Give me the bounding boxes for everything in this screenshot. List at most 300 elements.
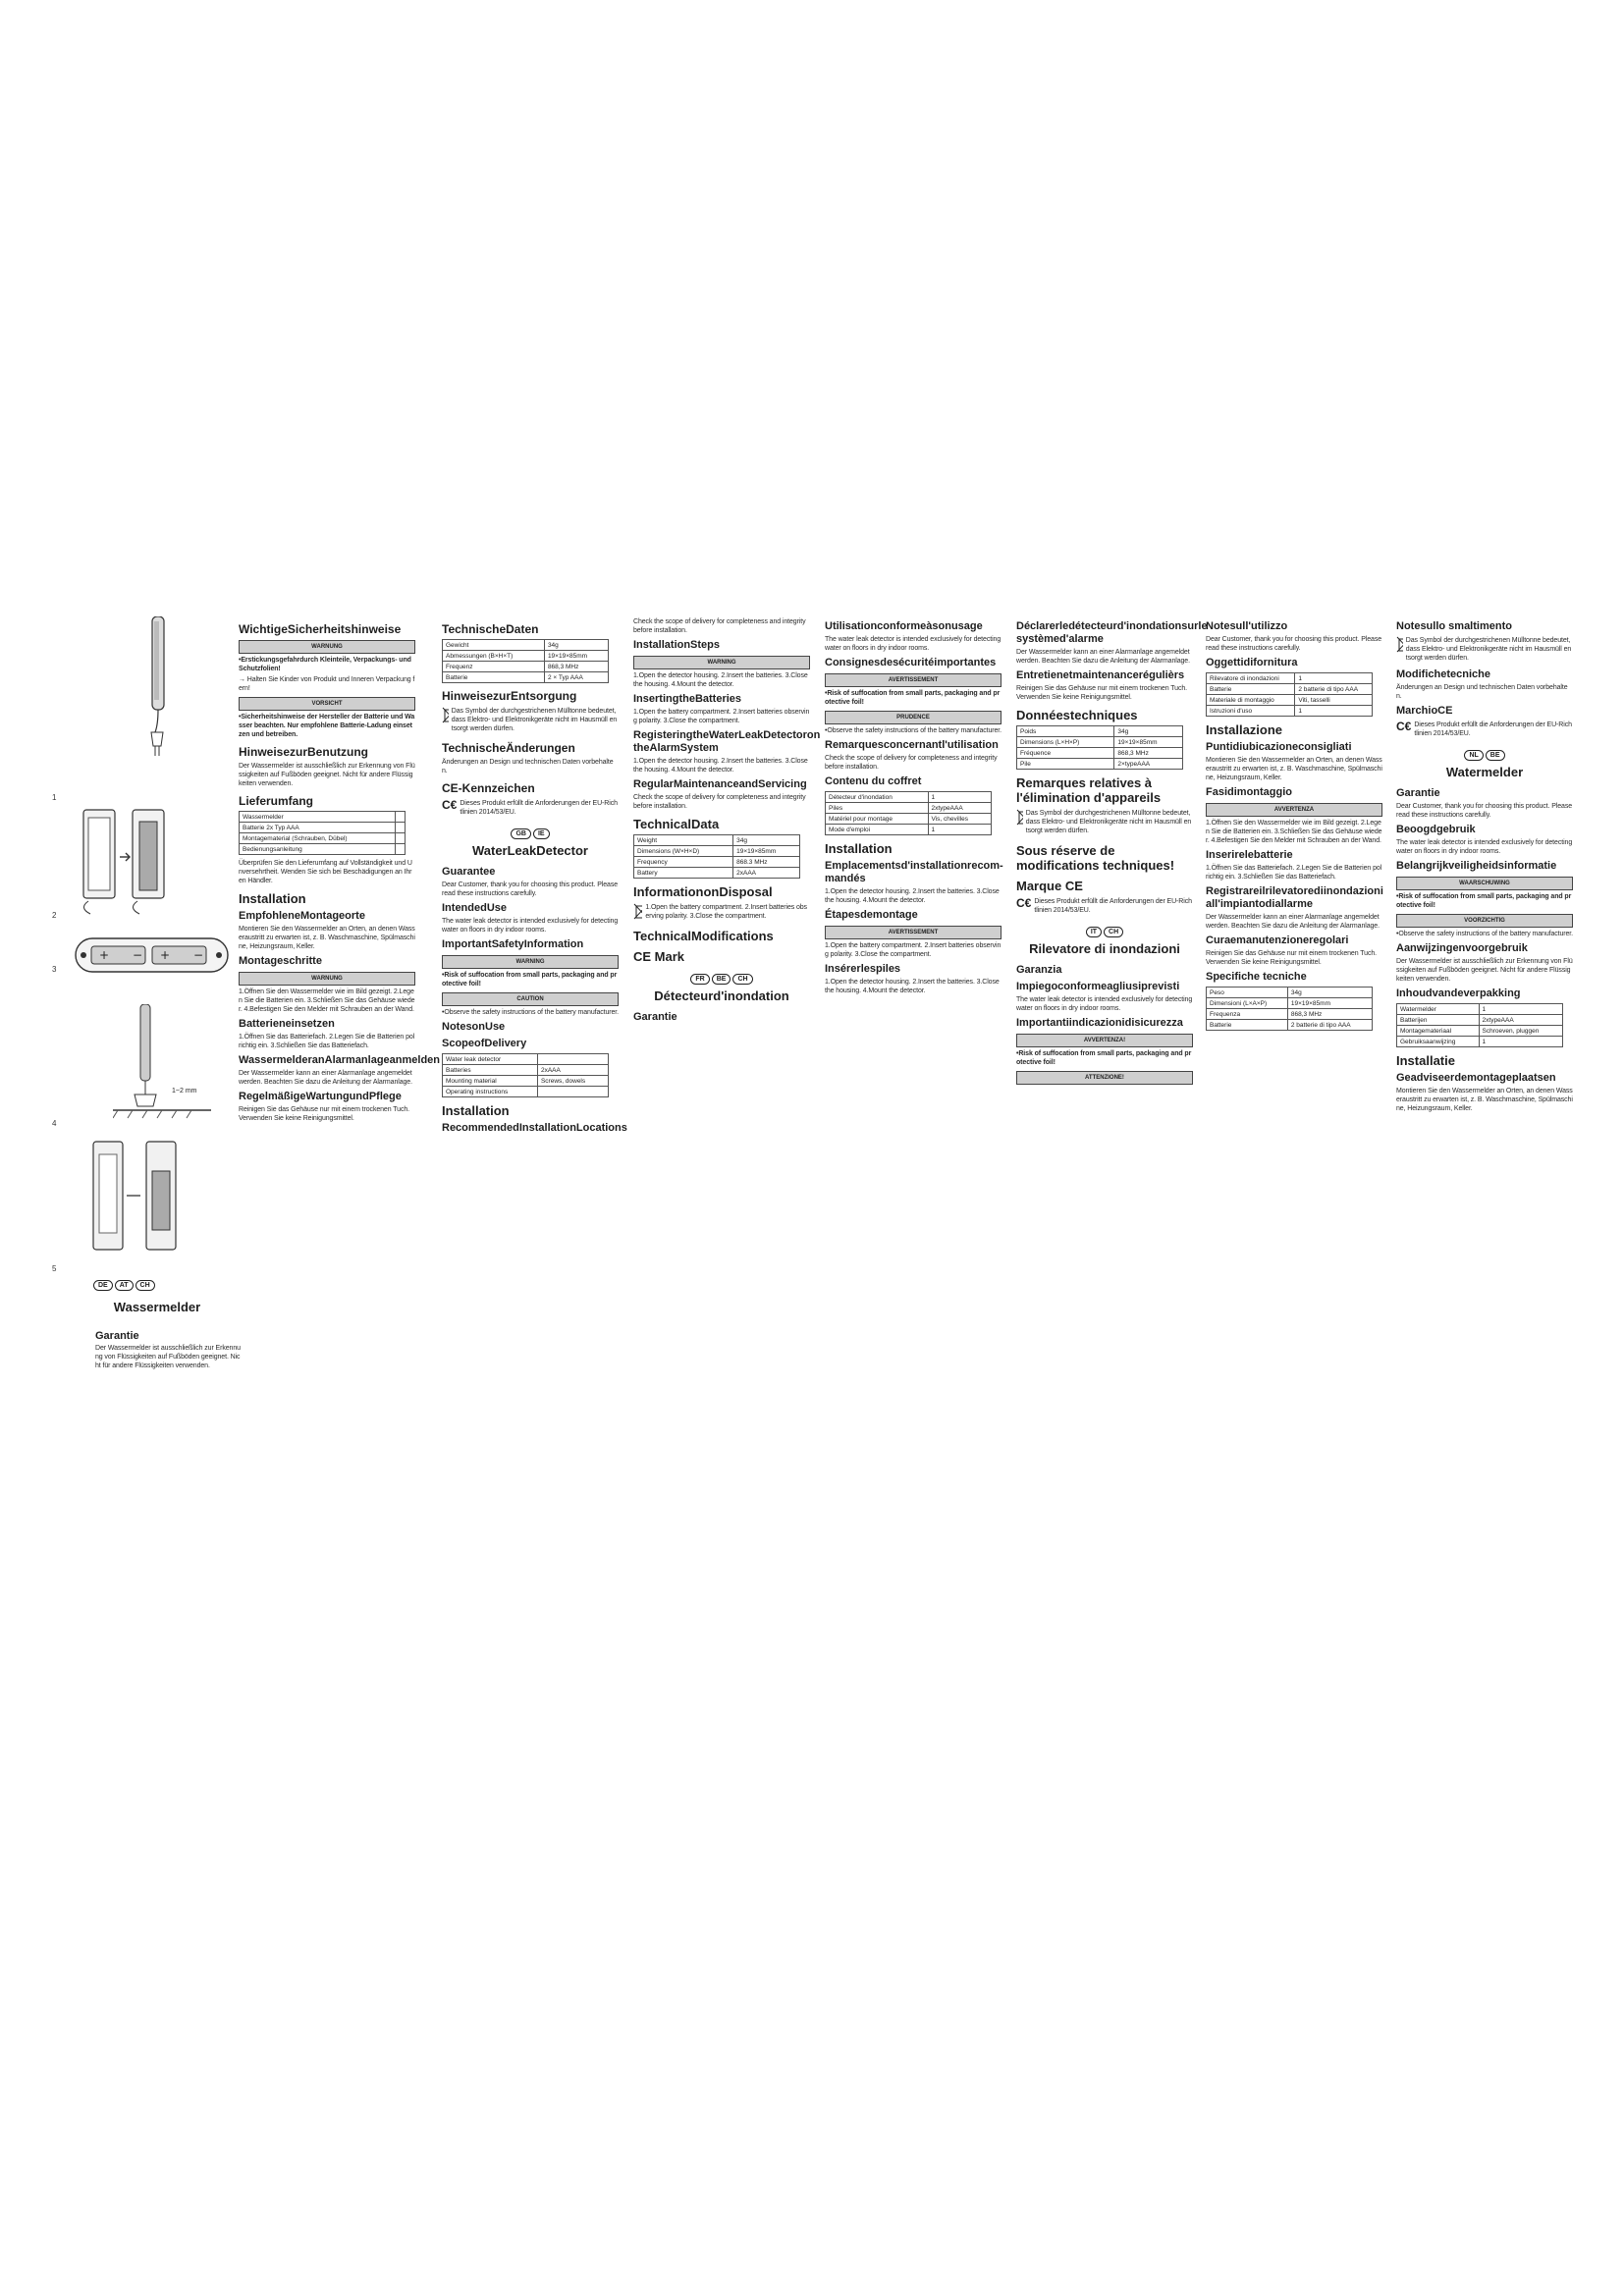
table-cell: 2 batterie di tipo AAA — [1295, 684, 1373, 695]
table-row — [1397, 1004, 1563, 1015]
subsection-heading: WassermelderanAlarmanlageanmelden — [239, 1054, 441, 1066]
section-heading: Remarquesconcernantl'utilisation — [825, 739, 999, 751]
table-cell: 1 — [928, 792, 992, 803]
table-row — [826, 814, 992, 825]
table-cell: Batterijen — [1397, 1015, 1480, 1026]
body-text: Änderungen an Design und technischen Daten vorbehalten. — [442, 759, 614, 774]
flag-at: AT — [115, 1280, 134, 1291]
table-cell: 19×19×85mm — [733, 846, 800, 857]
column-7 — [1396, 616, 1573, 1115]
section-heading: IntendedUse — [442, 902, 508, 914]
section-heading: TechnischeDaten — [442, 622, 539, 636]
section-heading: Oggettidifornitura — [1206, 657, 1298, 668]
figure-label: 2 — [52, 911, 57, 920]
country-flags — [633, 974, 810, 985]
section-heading: Garantie — [95, 1330, 139, 1342]
table-row — [240, 812, 406, 823]
section-heading: Installation — [442, 1103, 510, 1118]
table-row — [1207, 695, 1373, 706]
table-cell: 34g — [733, 835, 800, 846]
table-cell: 868.3 MHz — [733, 857, 800, 868]
body-text: Montieren Sie den Wassermelder an Orten, an denen Wasseraustritt zu erwarten ist, z. B. Waschmaschine, Spülmaschine, Heizungsraum, Keller. — [239, 926, 415, 950]
column-de-1 — [239, 616, 441, 1125]
table-cell: Montagemateriaal — [1397, 1026, 1480, 1037]
section-heading: Donnéestechniques — [1016, 708, 1138, 722]
body-text: Der Wassermelder kann an einer Alarmanlage angemeldet werden. Beachten Sie dazu die Anleitung der Alarmanlage. — [1206, 914, 1380, 930]
body-text: Check the scope of delivery for completeness and integrity before installation. — [633, 794, 806, 810]
country-flags — [1396, 750, 1573, 761]
flag-ch: CH — [1104, 927, 1123, 937]
body-text: Das Symbol der durchgestrichenen Mülltonne bedeutet, dass Elektro- und Elektronikgeräte nicht im Hausmüll entsorgt werden dürfen. — [1405, 637, 1572, 662]
manual-title-fr: Détecteurd'inondation — [654, 988, 789, 1003]
table-cell: Dimensioni (L×A×P) — [1207, 998, 1288, 1009]
table-cell: Fréquence — [1017, 748, 1114, 759]
warning-text: → Halten Sie Kinder von Produkt und Inneren Verpackung fern! — [239, 676, 415, 692]
body-text: 1.Öffnen Sie das Batteriefach. 2.Legen Sie die Batterien polrichtig ein. 3.Schließen Sie das Batteriefach. — [239, 1034, 415, 1049]
body-text: Dear Customer, thank you for choosing this product. Please read these instructions carefully. — [1206, 636, 1382, 652]
table-row — [1017, 759, 1183, 770]
table-cell: 2xAAA — [733, 868, 800, 879]
table-row — [634, 857, 800, 868]
table-row — [443, 1054, 609, 1065]
table-cell — [537, 1087, 608, 1097]
warning-bar: AVERTISSEMENT — [825, 673, 1001, 687]
flag-ch: CH — [135, 1280, 155, 1291]
table-cell — [396, 812, 406, 823]
table-cell: Frequency — [634, 857, 733, 868]
table-cell: Battery — [634, 868, 733, 879]
table-cell: 1 — [1295, 673, 1373, 684]
section-heading: Contenu du coffret — [825, 775, 922, 787]
section-heading: Utilisationconformeàsonusage — [825, 620, 983, 632]
figure-label: 3 — [52, 965, 57, 974]
section-heading: TechnicalData — [633, 817, 720, 831]
flag-be: BE — [712, 974, 731, 985]
body-text: Reinigen Sie das Gehäuse nur mit einem trockenen Tuch. Verwenden Sie keine Reinigungsmittel. — [239, 1106, 409, 1122]
subsection-heading: Registrareilrilevatorediinondazioni all'impiantodiallarme — [1206, 885, 1383, 910]
table-row — [443, 662, 609, 672]
section-heading: Installation — [239, 891, 306, 906]
table-cell: 1 — [928, 825, 992, 835]
table-row — [1397, 1026, 1563, 1037]
table-cell: Gebruiksaanwijzing — [1397, 1037, 1480, 1047]
section-heading: Installation — [825, 841, 893, 856]
section-heading: HinweisezurEntsorgung — [442, 689, 577, 703]
section-heading: WichtigeSicherheitshinweise — [239, 622, 402, 636]
table-row — [443, 1065, 609, 1076]
svg-text:−: − — [133, 948, 143, 962]
body-text: Der Wassermelder ist ausschließlich zur Erkennung von Flüssigkeiten auf Fußböden geeignet. Nicht für andere Flüssigkeiten verwenden. — [239, 763, 415, 787]
body-text — [95, 1344, 243, 1370]
table-cell: 2 batterie di tipo AAA — [1287, 1020, 1372, 1031]
svg-text:+: + — [99, 948, 110, 962]
table-cell: Watermelder — [1397, 1004, 1480, 1015]
section-heading: Installatie — [1396, 1053, 1455, 1068]
body-text: 1.Open the battery compartment. 2.Insert batteries observing polarity. 3.Close the compartment. — [825, 942, 1001, 958]
body-text: 1.Open the detector housing. 2.Insert the batteries. 3.Close the housing. 4.Mount the detector. — [633, 672, 808, 688]
table-row — [443, 651, 609, 662]
table-cell: Peso — [1207, 988, 1288, 998]
figure-label: 4 — [52, 1119, 57, 1128]
table-cell: Pile — [1017, 759, 1114, 770]
table-cell: Piles — [826, 803, 929, 814]
tech-data-table — [633, 834, 800, 879]
body-text: 1.Öffnen Sie das Batteriefach. 2.Legen Sie die Batterien polrichtig ein. 3.Schließen Sie das Batteriefach. — [1206, 865, 1382, 881]
table-row — [826, 803, 992, 814]
section-heading: InsertingtheBatteries — [633, 693, 742, 705]
subsection-heading: Geadviseerdemontageplaatsen — [1396, 1072, 1556, 1084]
section-heading: Aanwijzingenvoorgebruik — [1396, 942, 1528, 954]
body-text: Dieses Produkt erfüllt die Anforderungen der EU-Richtlinien 2014/53/EU. — [1414, 721, 1572, 737]
table-row — [443, 1076, 609, 1087]
flag-gb: GB — [511, 828, 531, 839]
flag-de: DE — [93, 1280, 113, 1291]
table-row — [443, 640, 609, 651]
table-cell: Poids — [1017, 726, 1114, 737]
table-cell: Batterie 2x Typ AAA — [240, 823, 396, 833]
ce-mark-icon: C€ — [1396, 720, 1412, 733]
figure-label: 1 — [52, 793, 57, 802]
table-cell: 34g — [544, 640, 608, 651]
figure-column — [25, 616, 241, 1480]
body-text: The water leak detector is intended exclusively for detecting water on floors in dry indoor rooms. — [1396, 839, 1573, 855]
disposal-note — [1016, 808, 1193, 837]
manual-title-de: Wassermelder — [113, 1300, 201, 1314]
table-cell: Batterie — [1207, 1020, 1288, 1031]
delivery-table — [1206, 672, 1373, 717]
section-heading: MarchioCE — [1396, 705, 1453, 717]
caution-bar: VORSICHT — [239, 697, 415, 711]
body-text: Reinigen Sie das Gehäuse nur mit einem trockenen Tuch. Verwenden Sie keine Reinigungsmittel. — [1206, 950, 1377, 966]
crossed-bin-icon — [633, 902, 642, 920]
body-text: 1.Öffnen Sie den Wassermelder wie im Bild gezeigt. 2.Legen Sie die Batterien ein. 3.Schließen Sie das Gehäuse wieder. 4.Befestigen Sie den Melder mit Schrauben an der Wand. — [239, 988, 415, 1013]
body-text: 1.Open the battery compartment. 2.Insert batteries observing polarity. 3.Close the compartment. — [645, 904, 807, 920]
svg-text:+: + — [160, 948, 171, 962]
section-heading: RegularMaintenanceandServicing — [633, 778, 807, 790]
section-heading: Garantie — [633, 1011, 677, 1023]
column-6 — [1206, 616, 1382, 1035]
warning-text: •Risk of suffocation from small parts, packaging and protective foil! — [1396, 893, 1572, 909]
body-text: Check the scope of delivery for completeness and integrity before installation. — [825, 755, 998, 771]
table-row — [1207, 1009, 1373, 1020]
section-heading: CE Mark — [633, 949, 685, 964]
body-text: Reinigen Sie das Gehäuse nur mit einem trockenen Tuch. Verwenden Sie keine Reinigungsmittel. — [1016, 685, 1187, 701]
table-cell: Weight — [634, 835, 733, 846]
table-cell: Dimensions (L×H×P) — [1017, 737, 1114, 748]
warning-text: •Erstickungsgefahrdurch Kleinteile, Verpackungs- und Schutzfolien! — [239, 657, 411, 672]
table-row — [826, 792, 992, 803]
table-cell: 2 × Typ AAA — [544, 672, 608, 683]
section-heading: ScopeofDelivery — [442, 1038, 527, 1049]
warning-text: •Risk of suffocation from small parts, packaging and protective foil! — [825, 690, 1001, 706]
warning-text: •Risk of suffocation from small parts, packaging and protective foil! — [1016, 1050, 1192, 1066]
table-row — [1207, 998, 1373, 1009]
table-cell: 868,3 MHz — [1114, 748, 1183, 759]
table-cell: 2×typeAAA — [1114, 759, 1183, 770]
warning-bar: WARNUNG — [239, 972, 415, 986]
body-text: 1.Open the detector housing. 2.Insert the batteries. 3.Close the housing. 4.Mount the detector. — [633, 758, 808, 774]
body-text: 1.Open the battery compartment. 2.Insert batteries observing polarity. 3.Close the compartment. — [633, 709, 810, 724]
table-cell: Batterie — [443, 672, 545, 683]
table-cell: Rilevatore di inondazioni — [1207, 673, 1295, 684]
crossed-bin-icon — [1016, 808, 1023, 826]
body-text: 1.Open the detector housing. 2.Insert the batteries. 3.Close the housing. 4.Mount the detector. — [825, 979, 1000, 994]
country-flags — [1016, 927, 1193, 937]
table-row — [1207, 673, 1373, 684]
table-row — [443, 672, 609, 683]
table-cell: Frequenz — [443, 662, 545, 672]
table-cell: Gewicht — [443, 640, 545, 651]
subsection-heading: Étapesdemontage — [825, 909, 918, 921]
warning-bar: WAARSCHUWING — [1396, 877, 1573, 890]
section-heading: NotesonUse — [442, 1021, 506, 1033]
delivery-table — [239, 811, 406, 855]
table-row — [443, 1087, 609, 1097]
table-cell: 2xAAA — [537, 1065, 608, 1076]
subsection-heading: Insérerlespiles — [825, 963, 901, 975]
table-cell: Batterie — [1207, 684, 1295, 695]
caution-text: •Observe the safety instructions of the battery manufacturer. — [442, 1009, 619, 1016]
table-cell: Water leak detector — [443, 1054, 538, 1065]
country-flags — [93, 1280, 155, 1291]
warning-bar: WARNUNG — [239, 640, 415, 654]
table-cell: 34g — [1114, 726, 1183, 737]
crossed-bin-icon — [1396, 635, 1403, 653]
warning-bar: WARNING — [442, 955, 619, 969]
section-heading: Garantie — [1396, 787, 1440, 799]
table-row — [634, 846, 800, 857]
table-cell: Abmessungen (B×H×T) — [443, 651, 545, 662]
section-heading: Beoogdgebruik — [1396, 824, 1476, 835]
table-cell: Montagematerial (Schrauben, Dübel) — [240, 833, 396, 844]
table-row — [240, 823, 406, 833]
disposal-note — [1396, 635, 1573, 665]
table-row — [1207, 988, 1373, 998]
battery-compartment-illustration — [74, 931, 231, 980]
table-cell: 2xtypeAAA — [928, 803, 992, 814]
table-row — [1397, 1015, 1563, 1026]
body-text: 1.Öffnen Sie den Wassermelder wie im Bild gezeigt. 2.Legen Sie die Batterien ein. 3.Schließen Sie das Gehäuse wieder. 4.Befestigen Sie den Melder mit Schrauben an der Wand. — [1206, 820, 1382, 844]
subsection-heading: Batterieneinsetzen — [239, 1018, 335, 1030]
text: Der Wassermelder ist ausschließlich zur Erkennung von Flüssigkeiten auf Fußböden geeignet. Nicht für andere Flüssigkeiten verwenden. — [95, 1345, 241, 1369]
table-cell: Operating instructions — [443, 1087, 538, 1097]
warning-bar: AVERTISSEMENT — [825, 926, 1001, 939]
table-cell: Frequenza — [1207, 1009, 1288, 1020]
warning-bar: WARNING — [633, 656, 810, 669]
table-cell: 868,3 MHz — [544, 662, 608, 672]
ce-mark-icon: C€ — [442, 798, 458, 812]
detector-hanging-illustration — [128, 616, 187, 764]
subsection-heading: Montageschritte — [239, 955, 322, 967]
caution-bar: PRUDENCE — [825, 711, 1001, 724]
table-cell: Bedienungsanleitung — [240, 844, 396, 855]
delivery-table — [442, 1053, 609, 1097]
disposal-note — [633, 902, 810, 923]
section-heading: ImportantSafetyInformation — [442, 938, 584, 950]
section-heading: Remarques relatives à l'élimination d'appareils — [1016, 775, 1162, 805]
table-cell: Dimensions (W×H×D) — [634, 846, 733, 857]
subsection-heading: EmpfohleneMontageorte — [239, 910, 365, 922]
body-text: The water leak detector is intended exclusively for detecting water on floors in dry indoor rooms. — [825, 636, 1001, 652]
ce-note — [442, 798, 619, 819]
table-cell: 1 — [1295, 706, 1373, 717]
body-text: Dieses Produkt erfüllt die Anforderungen der EU-Richtlinien 2014/53/EU. — [460, 800, 618, 816]
caution-text: •Sicherheitshinweise der Hersteller der Batterie und Wasser beachten. Nur empfohlene Batterie-Ladung einsetzen und betreiben. — [239, 714, 415, 738]
body-text: Dear Customer, thank you for choosing this product. Please read these instructions carefully. — [442, 881, 619, 897]
body-text: Der Wassermelder kann an einer Alarmanlage angemeldet werden. Beachten Sie dazu die Anleitung der Alarmanlage. — [1016, 649, 1190, 665]
section-heading: Importantiindicazionidisicurezza — [1016, 1017, 1183, 1029]
detector-open-illustration — [79, 798, 196, 916]
subsection-heading: Specifiche tecniche — [1206, 971, 1307, 983]
table-cell: Batteries — [443, 1065, 538, 1076]
delivery-table — [1396, 1003, 1563, 1047]
section-heading: Notesullo smaltimento — [1396, 620, 1512, 632]
ce-mark-icon: C€ — [1016, 896, 1032, 910]
body-text: Montieren Sie den Wassermelder an Orten, an denen Wasseraustritt zu erwarten ist, z. B. Waschmaschine, Spülmaschine, Heizungsraum, Keller. — [1206, 757, 1382, 781]
section-heading: Impiegoconformeagliusiprevisti — [1016, 981, 1180, 992]
section-heading: HinweisezurBenutzung — [239, 745, 369, 759]
section-heading: Belangrijkveiligheidsinformatie — [1396, 860, 1557, 872]
manual-title-nl: Watermelder — [1445, 765, 1524, 779]
section-heading: TechnischeÄnderungen — [442, 741, 575, 755]
section-heading: Garanzia — [1016, 964, 1062, 976]
caution-bar: CAUTION — [442, 992, 619, 1006]
floor-distance-illustration — [113, 1004, 221, 1122]
table-cell: 868,3 MHz — [1287, 1009, 1372, 1020]
table-row — [240, 833, 406, 844]
table-row — [634, 835, 800, 846]
section-heading: InformationonDisposal — [633, 884, 773, 899]
distance-label: 1~2 mm — [172, 1088, 197, 1095]
table-cell: Schroeven, pluggen — [1479, 1026, 1562, 1037]
caution-bar: VOORZICHTIG — [1396, 914, 1573, 928]
caution-text: •Observe the safety instructions of the battery manufacturer. — [1396, 931, 1573, 937]
manual-title-en: WaterLeakDetector — [471, 843, 588, 858]
table-cell: 2xtypeAAA — [1479, 1015, 1562, 1026]
table-row — [1397, 1037, 1563, 1047]
flag-ie: IE — [533, 828, 550, 839]
body-text: Das Symbol der durchgestrichenen Mülltonne bedeutet, dass Elektro- und Elektronikgeräte nicht im Hausmüll entsorgt werden dürfen. — [1025, 810, 1192, 834]
body-text: Check the scope of delivery for completeness and integrity before installation. — [633, 618, 806, 634]
section-heading: Guarantee — [442, 866, 496, 878]
table-cell: 19×19×85mm — [1287, 998, 1372, 1009]
table-cell: 34g — [1287, 988, 1372, 998]
flag-it: IT — [1086, 927, 1102, 937]
wall-mount-illustration — [83, 1137, 201, 1264]
subsection-heading: RegelmäßigeWartungundPflege — [239, 1091, 402, 1102]
body-text: Der Wassermelder kann an einer Alarmanlage angemeldet werden. Beachten Sie dazu die Anleitung der Alarmanlage. — [239, 1070, 412, 1086]
table-cell: Matériel pour montage — [826, 814, 929, 825]
section-heading: Marque CE — [1016, 879, 1083, 893]
table-cell: 1 — [1479, 1037, 1562, 1047]
table-cell: Wassermelder — [240, 812, 396, 823]
table-cell — [396, 833, 406, 844]
table-cell: Vis, chevilles — [928, 814, 992, 825]
section-heading: Déclarerledétecteurd'inondationsurle systèmed'alarme — [1016, 620, 1208, 645]
section-heading: Entretienetmaintenancerégulièrs — [1016, 669, 1185, 681]
section-heading: Notesull'utilizzo — [1206, 620, 1288, 632]
body-text: Dear Customer, thank you for choosing this product. Please read these instructions carefully. — [1396, 803, 1573, 819]
body-text: The water leak detector is intended exclusively for detecting water on floors in dry indoor rooms. — [1016, 996, 1193, 1012]
table-cell: Viti, tasselli — [1295, 695, 1373, 706]
warning-text: •Risk of suffocation from small parts, packaging and protective foil! — [442, 972, 618, 988]
table-cell: Screws, dowels — [537, 1076, 608, 1087]
figure-label: 5 — [52, 1264, 57, 1273]
body-text: Überprüfen Sie den Lieferumfang auf Vollständigkeit und Unversehrtheit. Wenden Sie sich bei Beschädigungen an Ihren Händler. — [239, 860, 412, 884]
body-text: Dieses Produkt erfüllt die Anforderungen der EU-Richtlinien 2014/53/EU. — [1034, 898, 1192, 914]
table-cell: Materiale di montaggio — [1207, 695, 1295, 706]
section-heading: InstallationSteps — [633, 639, 721, 651]
ce-note — [1396, 720, 1573, 740]
section-heading: Consignesdesécuritéimportantes — [825, 657, 997, 668]
section-heading: Sous réserve de modifications techniques! — [1016, 843, 1175, 873]
table-cell — [396, 844, 406, 855]
body-text: Das Symbol der durchgestrichenen Mülltonne bedeutet, dass Elektro- und Elektronikgeräte nicht im Hausmüll entsorgt werden dürfen. — [451, 708, 618, 732]
manual-title-it: Rilevatore di inondazioni — [1029, 941, 1180, 956]
column-2 — [442, 616, 627, 1137]
subsection-heading: Puntidiubicazioneconsigliati — [1206, 741, 1352, 753]
warning-bar: AVVERTENZA! — [1016, 1034, 1193, 1047]
section-heading: Installazione — [1206, 722, 1283, 737]
section-heading: Modifichetecniche — [1396, 668, 1490, 680]
flag-nl: NL — [1464, 750, 1483, 761]
ce-note — [1016, 896, 1193, 917]
tech-data-table — [1016, 725, 1183, 770]
table-cell: Mode d'emploi — [826, 825, 929, 835]
country-flags — [442, 828, 619, 839]
caution-bar: ATTENZIONE! — [1016, 1071, 1193, 1085]
section-heading: RegisteringtheWaterLeakDetectoron theAlarmSystem — [633, 729, 821, 754]
disposal-note — [442, 706, 619, 735]
subsection-heading: RecommendedInstallationLocations — [442, 1122, 627, 1134]
flag-fr: FR — [690, 974, 709, 985]
table-cell: Mounting material — [443, 1076, 538, 1087]
table-cell: 19×19×85mm — [1114, 737, 1183, 748]
table-row — [1207, 684, 1373, 695]
body-text: 1.Open the detector housing. 2.Insert the batteries. 3.Close the housing. 4.Mount the detector. — [825, 888, 1000, 904]
flag-be: BE — [1486, 750, 1505, 761]
table-row — [826, 825, 992, 835]
svg-text:−: − — [193, 948, 204, 962]
table-cell: 1 — [1479, 1004, 1562, 1015]
subsection-heading: Fasidimontaggio — [1206, 786, 1292, 798]
body-text: The water leak detector is intended exclusively for detecting water on floors in dry indoor rooms. — [442, 918, 619, 934]
caution-text: •Observe the safety instructions of the battery manufacturer. — [825, 727, 1001, 734]
column-3 — [633, 616, 821, 1026]
table-cell — [537, 1054, 608, 1065]
table-row — [1017, 748, 1183, 759]
tech-data-table — [442, 639, 609, 683]
section-heading: Inhoudvandeverpakking — [1396, 988, 1521, 999]
section-heading: TechnicalModifications — [633, 929, 774, 943]
column-5 — [1016, 616, 1208, 1087]
subsection-heading: Emplacementsd'installationrecom- mandés — [825, 860, 1003, 884]
crossed-bin-icon — [442, 706, 449, 723]
column-4 — [825, 616, 1001, 997]
section-heading: CE-Kennzeichen — [442, 781, 535, 795]
tech-data-table — [1206, 987, 1373, 1031]
warning-bar: AVVERTENZA — [1206, 803, 1382, 817]
table-row — [1017, 737, 1183, 748]
subsection-heading: Inserirelebatterie — [1206, 849, 1293, 861]
subsection-heading: Curaemanutenzioneregolari — [1206, 934, 1349, 946]
table-cell: Détecteur d'inondation — [826, 792, 929, 803]
table-cell: 19×19×85mm — [544, 651, 608, 662]
table-cell: Istruzioni d'uso — [1207, 706, 1295, 717]
section-heading: Lieferumfang — [239, 794, 314, 808]
table-row — [634, 868, 800, 879]
delivery-table — [825, 791, 992, 835]
